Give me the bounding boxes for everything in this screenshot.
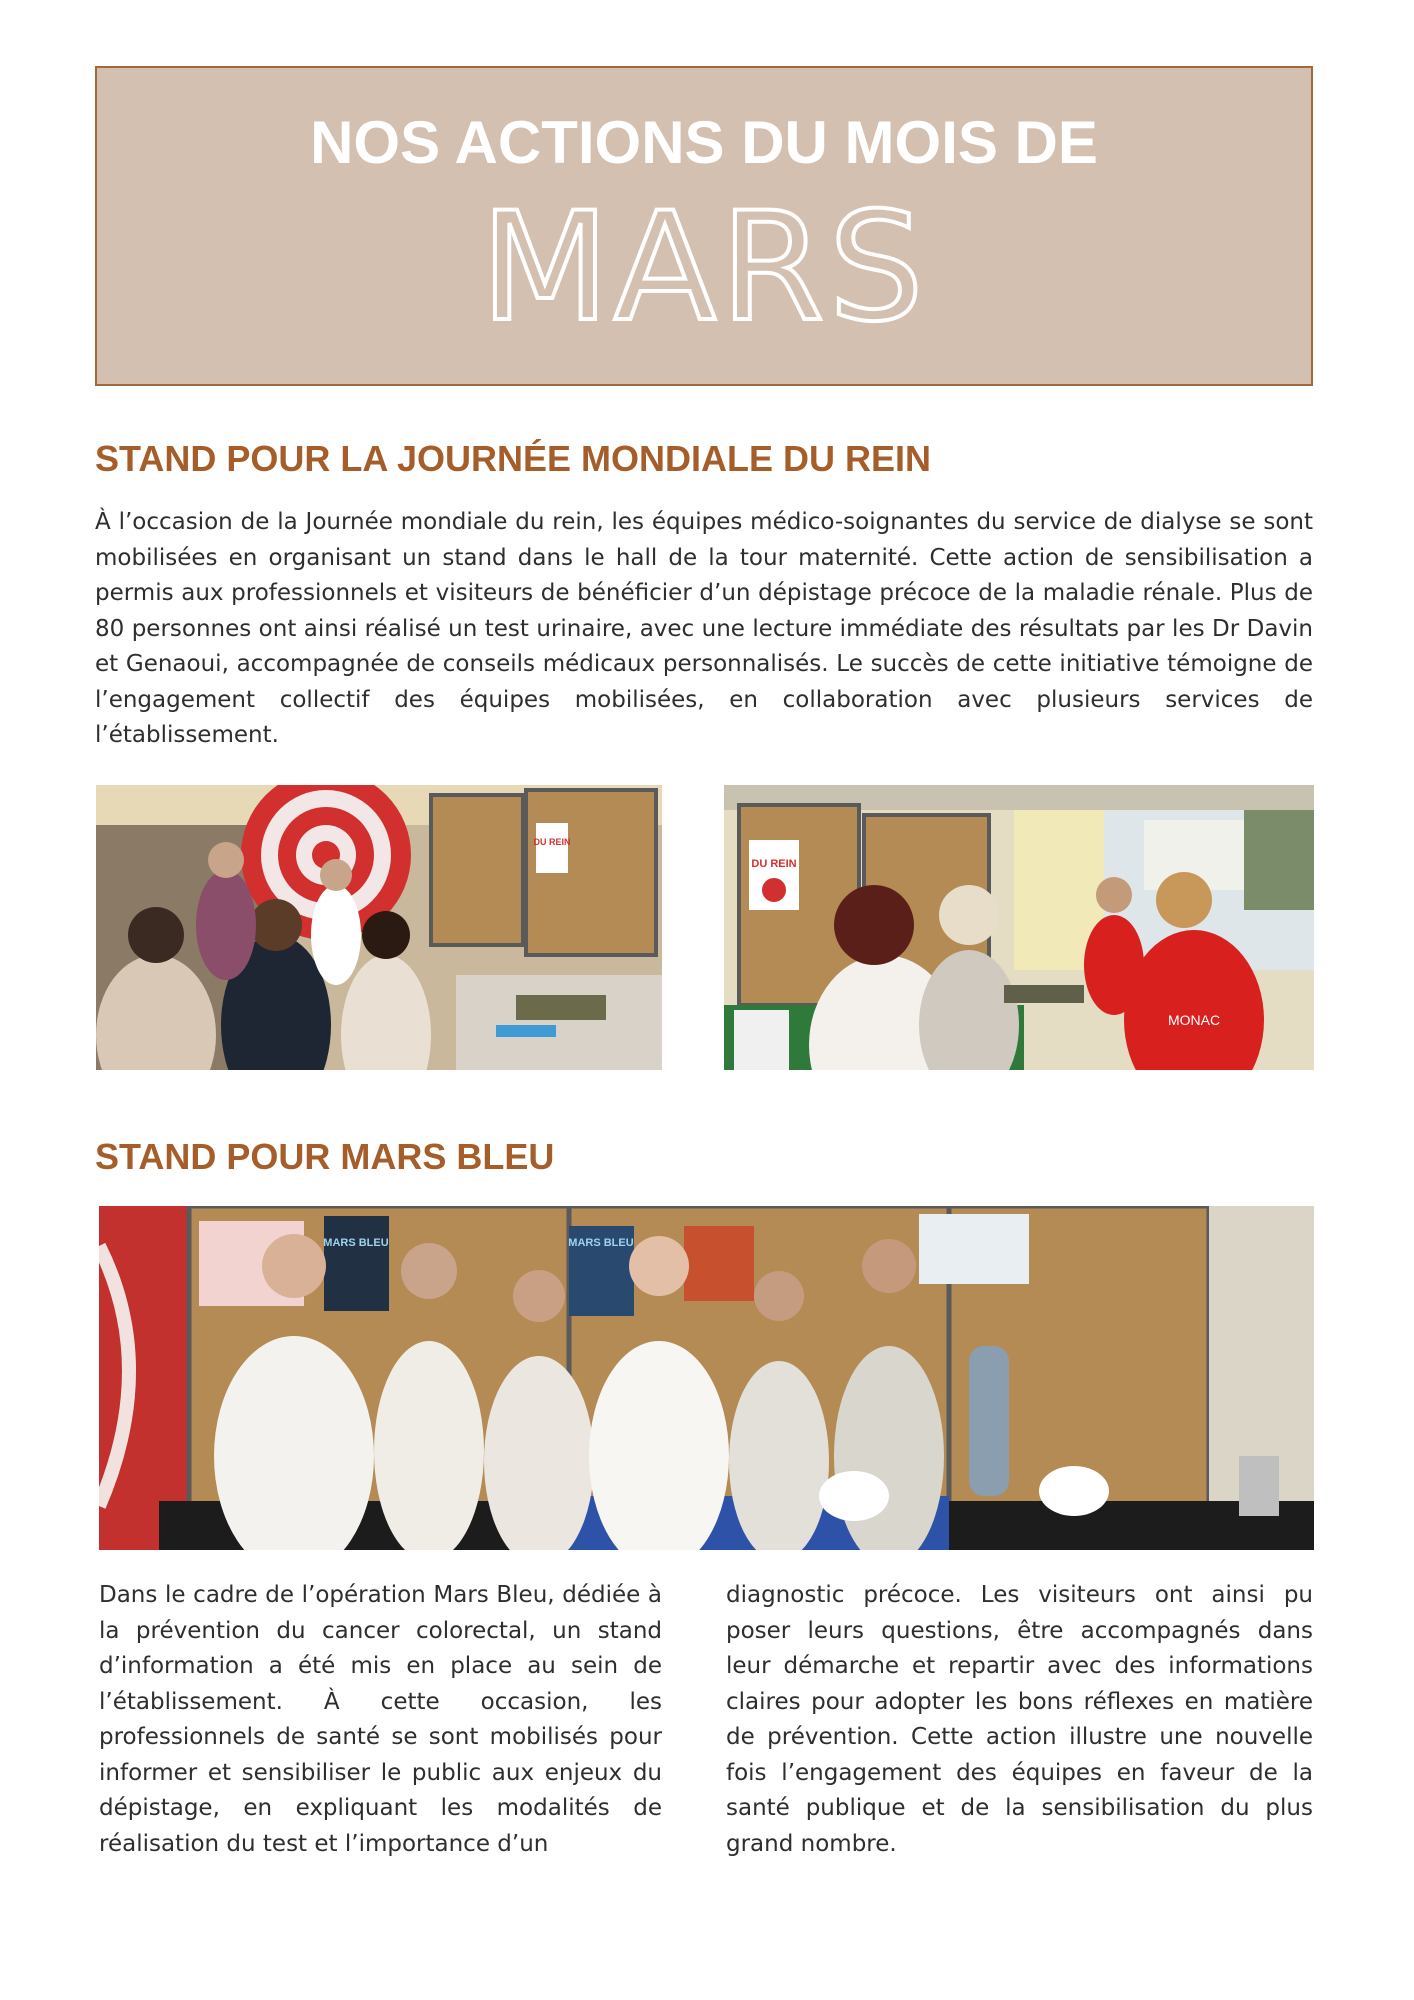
poster-mars-bleu-2: MARS BLEU: [568, 1237, 634, 1249]
banner-title: NOS ACTIONS DU MOIS DE: [310, 109, 1098, 176]
section-title-kidney-day: STAND POUR LA JOURNÉE MONDIALE DU REIN: [95, 438, 932, 479]
section-body-mars-bleu-col2: diagnostic précoce. Les visiteurs ont ainsi pu poser leurs questions, être accompagnés dans leur démarche et repartir avec des informations claires pour adopter les bons réflexes en matière de prévention. Cette action illustre une nouvelle fois l’engagement des équipes en faveur de la santé publique et de la sensibilisation du plus grand nombre.: [726, 1582, 1313, 1857]
banner-month: MARS: [480, 181, 928, 355]
photo-kidney-stand-right: [724, 785, 1314, 1070]
section-body-mars-bleu-col1: Dans le cadre de l’opération Mars Bleu, dédiée à la prévention du cancer colorectal, un stand d’information a été mis en place au sein de l’établissement. À cette occasion, les professionnels de santé se sont mobilisés pour informer et sensibiliser le public aux enjeux du dépistage, en expliquant les modalités de réalisation du test et l’importance d’un: [99, 1582, 662, 1857]
section-body-kidney-day: À l’occasion de la Journée mondiale du rein, les équipes médico-soignantes du service de dialyse se sont mobilisées en organisant un stand dans le hall de la tour maternité. Cette action de sensibilisation a permis aux professionnels et visiteurs de bénéficier d’un dépistage précoce de la maladie rénale. Plus de 80 personnes ont ainsi réalisé un test urinaire, avec une lecture immédiate des résultats par les Dr Davin et Genaoui, accompagnée de conseils médicaux personnalisés. Le succès de cette initiative témoigne de l’engagement collectif des équipes mobilisées, en collaboration avec plusieurs services de l’établissement.: [95, 509, 1313, 748]
header-banner: [95, 66, 1313, 386]
photo2-poster-text: DU REIN: [751, 858, 797, 870]
photo-mars-bleu-team: [99, 1206, 1314, 1550]
photo-kidney-stand-left: [96, 785, 662, 1070]
photo-kidney-stand-right-illustration: [724, 785, 1314, 1070]
photo2-shirt-text: MONAC: [1167, 1012, 1221, 1028]
photo1-poster-text: DU REIN: [533, 837, 571, 847]
photo-mars-bleu-team-illustration: [99, 1206, 1314, 1550]
poster-mars-bleu-1: MARS BLEU: [323, 1237, 389, 1249]
photo-kidney-stand-left-illustration: [96, 785, 662, 1070]
section-title-mars-bleu: STAND POUR MARS BLEU: [95, 1136, 555, 1177]
